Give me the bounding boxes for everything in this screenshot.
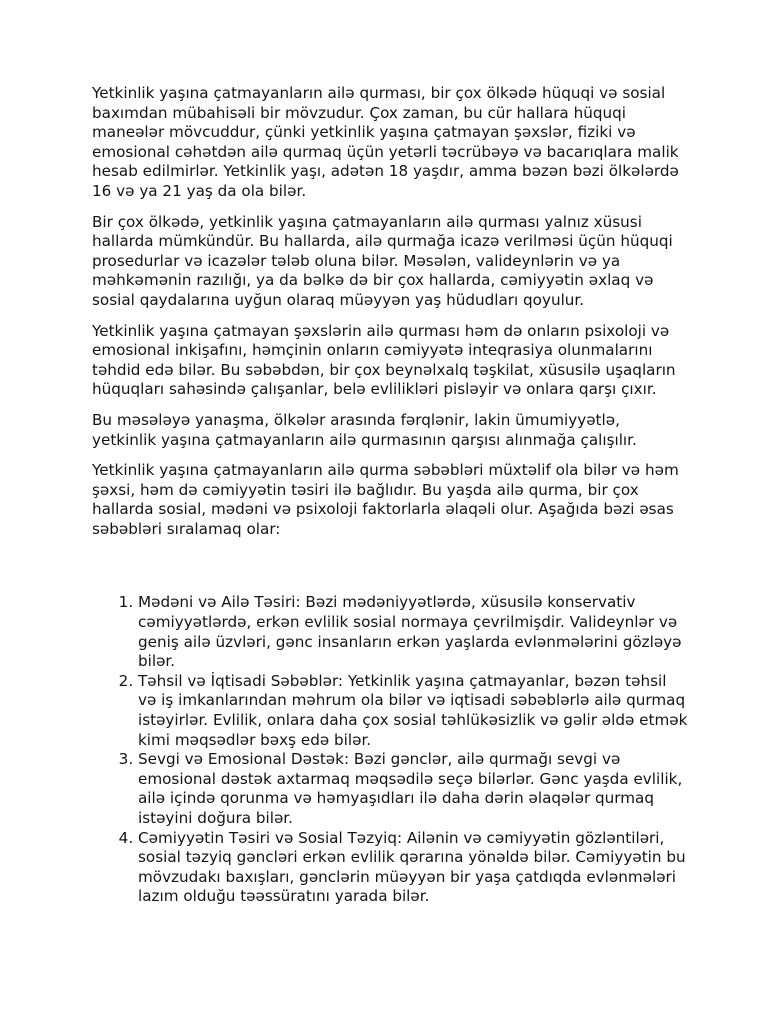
- list-item: 4. Cəmiyyətin Təsiri və Sosial Təzyiq: Ailənin və cəmiyyətin gözləntiləri, sosial təzyiq gəncləri erkən evlilik qərarına yönəldə bilər. Cəmiyyətin bu mövzudakı baxışları, gənclərin müəyyən bir yaşa çatdıqda evlənmələri lazım olduğu təəssüratını yarada bilər.: [138, 829, 688, 907]
- paragraph-special-cases: Bir çox ölkədə, yetkinlik yaşına çatmayanların ailə qurması yalnız xüsusi hallarda mümkündür. Bu hallarda, ailə qurmağa icazə verilməsi üçün hüquqi prosedurlar və icazələr tələb oluna bilər. Məsələn, valideynlərin və ya məhkəmənin razılığı, ya da bəlkə də bir çox hallarda, cəmiyyətin əxlaq və sosial qaydalarına uyğun olaraq müəyyən yaş hüdudları qoyulur.: [92, 212, 673, 309]
- paragraph-development-risks: Yetkinlik yaşına çatmayan şəxslərin ailə qurması həm də onların psixoloji və emosional inkişafını, həmçinin onların cəmiyyətə inteqrasiya olunmalarını təhdid edə bilər. Bu səbəbdən, bir çox beynəlxalq təşkilat, xüsusilə uşaqların hüquqları sahəsində çalışanlar, belə evlilikləri pisləyir və onlara qarşı çıxır.: [92, 321, 676, 399]
- list-item: 3. Sevgi və Emosional Dəstək: Bəzi gənclər, ailə qurmağı sevgi və emosional dəstək axtarmaq məqsədilə seçə bilərlər. Gənc yaşda evlilik, ailə içində qorunma və həmyaşıdları ilə daha dərin əlaqələr qurmaq istəyini doğura bilər.: [138, 750, 688, 828]
- paragraph-country-approaches: Bu məsələyə yanaşma, ölkələr arasında fərqlənir, lakin ümumiyyətlə, yetkinlik yaşına çatmayanların ailə qurmasının qarşısı alınmağa çalışılır.: [92, 410, 637, 449]
- list-item: 1. Mədəni və Ailə Təsiri: Bəzi mədəniyyətlərdə, xüsusilə konservativ cəmiyyətlərdə, erkən evlilik sosial normaya çevrilmişdir. Valideynlər və geniş ailə üzvləri, gənc insanların erkən yaşlarda evlənmələrini gözləyə bilər.: [138, 593, 688, 671]
- paragraph-legal-overview: Yetkinlik yaşına çatmayanların ailə qurması, bir çox ölkədə hüquqi və sosial baxımdan mübahisəli bir mövzudur. Çox zaman, bu cür hallara hüquqi maneələr mövcuddur, çünki yetkinlik yaşına çatmayan şəxslər, fiziki və emosional cəhətdən ailə qurmaq üçün yetərli təcrübəyə və bacarıqlara malik hesab edilmirlər. Yetkinlik yaşı, adətən 18 yaşdır, amma bəzən bəzi ölkələrdə 16 və ya 21 yaş da ola bilər.: [92, 84, 679, 200]
- reasons-list: [92, 593, 688, 907]
- list-item: 2. Təhsil və İqtisadi Səbəblər: Yetkinlik yaşına çatmayanlar, bəzən təhsil və iş imkanlarından məhrum ola bilər və iqtisadi səbəblərlə ailə qurmaq istəyirlər. Evlilik, onlara daha çox sosial təhlükəsizlik və gəlir əldə etmək kimi məqsədlər bəxş edə bilər.: [138, 672, 688, 750]
- paragraph-reasons-intro: Yetkinlik yaşına çatmayanların ailə qurma səbəbləri müxtəlif ola bilər və həm şəxsi, həm də cəmiyyətin təsiri ilə bağlıdır. Bu yaşda ailə qurma, bir çox hallarda sosial, mədəni və psixoloji faktorlarla əlaqəli olur. Aşağıda bəzi əsas səbəbləri sıralamaq olar:: [92, 461, 679, 538]
- blank-gap: [92, 550, 688, 593]
- document-page: [92, 84, 688, 907]
